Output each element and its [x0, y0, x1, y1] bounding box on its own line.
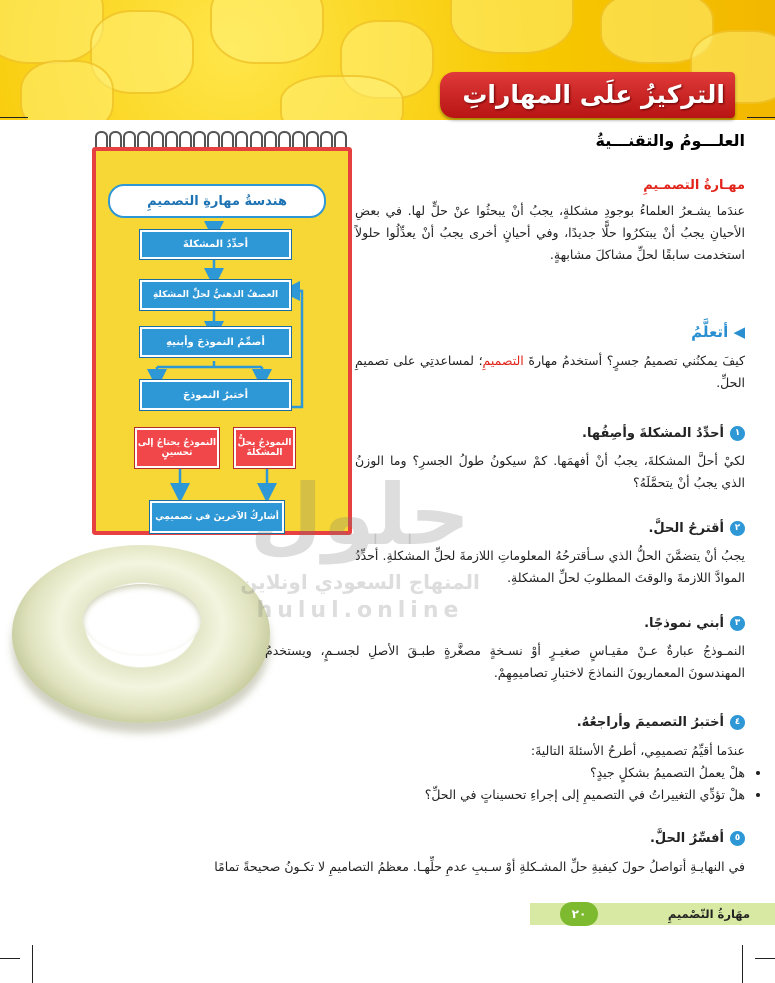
footer-label: مهَارةُ التّصْميمِ [667, 907, 750, 921]
step-4-heading [400, 712, 745, 732]
list-item: • هلْ تؤدِّي التغييراتُ في التصميمِ إلى إجراءِ تحسيناتٍ في الحلِّ؟ [300, 784, 745, 806]
step-1-body: لكيْ أحلَّ المشكلةَ، يجبُ أنْ أفهمَها. كمْ سيكونُ طولُ الجسرِ؟ وما الوزنُ الذي يجبُ أنْ يتحمَّلَهُ؟ [355, 453, 745, 490]
crop-mark [747, 117, 775, 118]
crop-mark [755, 958, 775, 959]
evaluation-questions [300, 762, 763, 810]
step-number-badge: ٤ [730, 715, 745, 730]
triangle-pointer-icon: ◀ [733, 323, 745, 341]
flowchart-step-needs-improvement: النموذجُ يحتاجُ إلى تحسينٍ [135, 428, 219, 468]
step-title: أفسِّرُ الحلَّ. [649, 830, 724, 846]
section-title: العلـــومُ والتقنـــيةُ [595, 131, 745, 150]
learn-question-text: كيفَ يمكنُني تصميمُ جسرٍ؟ أستخدمُ مهارةَ [523, 353, 745, 368]
learn-question-end: ؛ لمساعدتِي على تصميمِ الحلِّ. [355, 353, 745, 390]
list-item: • هلْ يعملُ التصميمُ بشكلٍ جيدٍ؟ [300, 762, 745, 784]
skill-title: مهـارةُ التصمـيمِ [643, 178, 745, 193]
step-3-body: النمـوذجُ عبارةٌ عـنْ مقيـاسٍ صغيـرٍ أوْ نسـخةٍ مصغَّرةٍ طبـقَ الأصلِ لجسـمٍ، ويستخدمُ المهندسونَ المعماريونَ النماذجَ لاختبارِ تصاميمِهِمْ. [265, 643, 745, 680]
flowchart-step-solves: النموذجُ يحلُّ المشكلةَ [234, 428, 295, 468]
step-title: أبني نموذجًا. [644, 615, 724, 631]
flowchart-step-brainstorm: العصفُ الذهنيُّ لحلِّ المشكلةِ [140, 280, 291, 310]
step-title: أقترحُ الحلَّ. [648, 520, 724, 536]
step-number-badge: ٥ [730, 831, 745, 846]
step-number-badge: ٣ [730, 616, 745, 631]
watermark-brand: حلول [249, 466, 471, 564]
flowchart-step-share: أشاركُ الآخرينَ في تصميمِي [150, 501, 284, 533]
learn-question [355, 350, 745, 398]
crop-mark [0, 117, 28, 118]
flowchart-title: هندسةُ مهارةِ التصميمِ [108, 184, 326, 218]
learn-heading [560, 323, 745, 345]
step-5-body: في النهايـةِ أتواصلُ حولَ كيفيةِ حلِّ المشـكلةِ أوْ سـببِ عدمِ حلِّهـا. معظمُ التصاميمِ لا تكـونُ صحيحةً تمامًا [214, 859, 745, 874]
learn-heading-text: أتعلَّمُ [691, 323, 729, 341]
step-title: أختبرُ التصميمَ وأراجعُهُ. [576, 714, 724, 730]
step-1-heading [400, 423, 745, 443]
flowchart-step-define: أحدِّدُ المشكلةَ [140, 230, 291, 259]
step-5-heading [400, 828, 745, 848]
step-title: أحدِّدُ المشكلةَ وأصِفُها. [582, 425, 724, 441]
crop-mark [0, 958, 20, 959]
page-number: ٢٠ [560, 902, 598, 926]
flowchart-step-test: أختبرُ النموذجَ [140, 380, 291, 410]
crop-mark [742, 945, 743, 983]
tape-roll-hole [83, 584, 201, 656]
learn-question-highlight: التصميمِ [482, 353, 524, 368]
step-4-body: عندَما أقيِّمُ تصميمِي، أطرحُ الأسئلةَ التاليةَ: [530, 743, 745, 758]
watermark-latin: hulul.online [256, 598, 464, 623]
intro-paragraph: عندَما يشـعرُ العلماءُ بوجودِ مشكلةٍ، يجبُ أنْ يبحثُوا عنْ حلٍّ لها. في بعضِ الأحيانِ يجبُ أنْ يبتكرُوا حلًّا جديدًا، وفي أحيانٍ أخرى يجبُ أنْ يعدِّلُوا حلولاً استخدمت سابقًا لحلِّ مشاكلَ مشابهةٍ. [355, 203, 745, 262]
step-2-body: يجبُ أنْ يتضمَّنَ الحلُّ الذي سـأقترحُهُ المعلوماتِ اللازمةَ لحلِّ المشكلةِ. أحدِّدُ الموادَّ اللازمةَ والوقتَ المطلوبَ لحلِّ المشكلةِ. [355, 548, 745, 585]
watermark-arabic: المنهاج السعودي اونلاين [240, 570, 480, 594]
step-number-badge: ٢ [730, 521, 745, 536]
crop-mark [32, 945, 33, 983]
page-title: التركيزُ علَى المهاراتِ [462, 80, 725, 109]
flowchart-step-build: أصمِّمُ النموذجَ وأبنيهِ [140, 327, 291, 357]
step-number-badge: ١ [730, 426, 745, 441]
